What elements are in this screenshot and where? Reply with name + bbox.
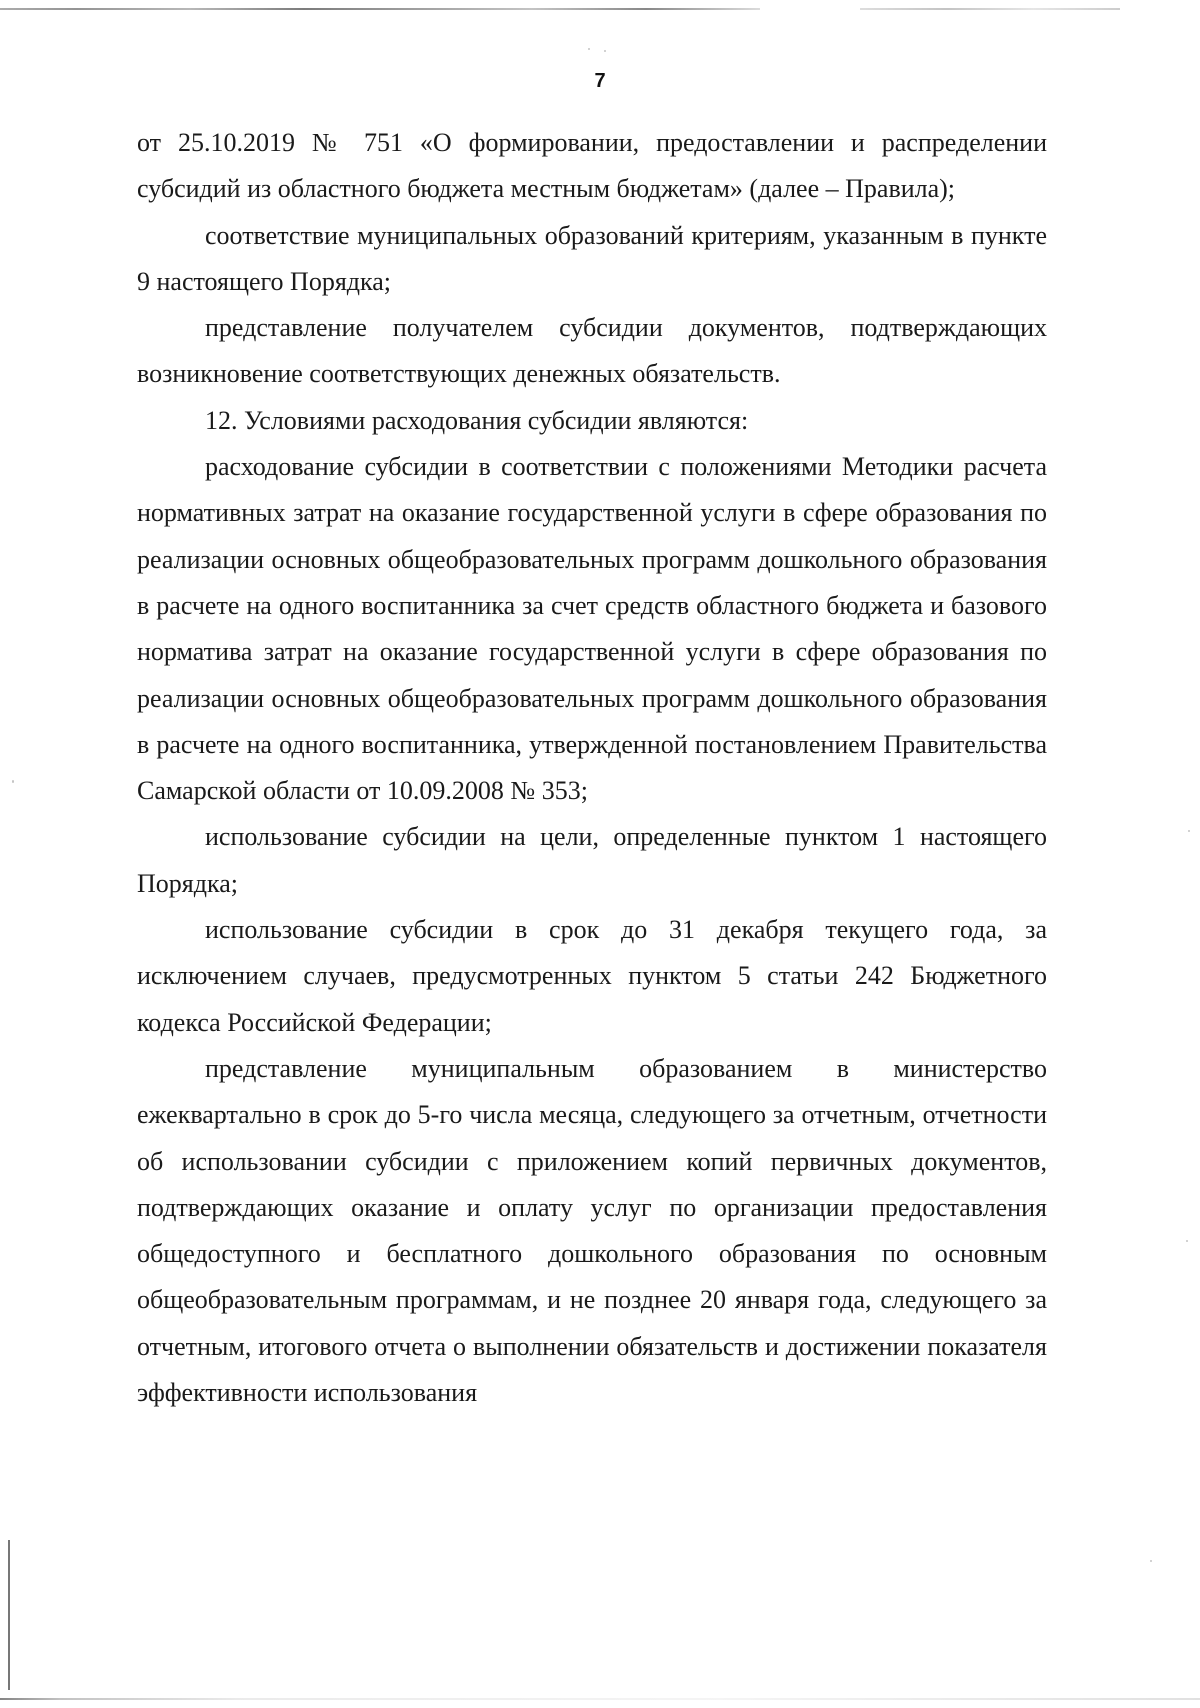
document-body	[137, 120, 1047, 1416]
scan-speck	[588, 48, 590, 50]
paragraph-rules-reference: от 25.10.2019 № 751 «О формировании, предоставлении и распределении субсидий из областного бюджета местным бюджетам» (далее – Правила);	[137, 128, 1047, 204]
paragraph-purpose-use: использование субсидии на цели, определенные пунктом 1 настоящего Порядка;	[137, 822, 1047, 898]
scan-speck	[1186, 1240, 1188, 1242]
paragraph-criteria-compliance: соответствие муниципальных образований критериям, указанным в пункте 9 настоящего Порядка;	[137, 220, 1047, 296]
paragraph-spending-conditions-heading: 12. Условиями расходования субсидии являются:	[205, 405, 749, 435]
scan-speck	[1150, 1560, 1152, 1562]
scan-artifact-top-line-right	[860, 8, 1120, 10]
scan-speck	[12, 780, 14, 783]
paragraph-documents-submission: представление получателем субсидии документов, подтверждающих возникновение соответствующих денежных обязательств.	[137, 313, 1047, 389]
scan-speck	[1188, 830, 1190, 832]
scan-artifact-left-line	[8, 1540, 10, 1690]
paragraph-methodology-spending: расходование субсидии в соответствии с положениями Методики расчета нормативных затрат на оказание государственной услуги в сфере образования по реализации основных общеобразовательных программ дошкольного образования в расчете на одного воспитанника за счет средств областного бюджета и базового норматива затрат на оказание государственной услуги в сфере образования по реализации основных общеобразовательных программ дошкольного образования в расчете на одного воспитанника, утвержденной постановлением Правительства Самарской области от 10.09.2008 № 353;	[137, 452, 1047, 806]
scan-artifact-bottom-line	[0, 1698, 1200, 1700]
page-number: 7	[594, 70, 606, 92]
paragraph-deadline-use: использование субсидии в срок до 31 декабря текущего года, за исключением случаев, предусмотренных пунктом 5 статьи 242 Бюджетного кодекса Российской Федерации;	[137, 915, 1047, 1037]
paragraph-reporting: представление муниципальным образованием в министерство ежеквартально в срок до 5-го числа месяца, следующего за отчетным, отчетности об использовании субсидии с приложением копий первичных документов, подтверждающих оказание и оплату услуг по организации предоставления общедоступного и бесплатного дошкольного образования по основным общеобразовательным программам, и не позднее 20 января года, следующего за отчетным, итогового отчета о выполнении обязательств и достижении показателя эффективности использования	[137, 1053, 1047, 1408]
scan-speck	[604, 50, 606, 52]
scan-artifact-top-line	[0, 8, 760, 10]
